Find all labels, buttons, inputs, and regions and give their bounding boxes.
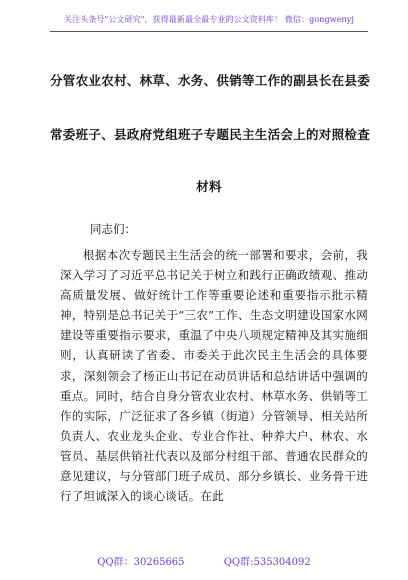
header-divider <box>50 31 368 32</box>
page-footer <box>0 553 408 568</box>
salutation: 同志们： <box>90 222 136 236</box>
body-paragraph: 根据本次专题民主生活会的统一部署和要求，会前，我深入学习了习近平总书记关于树立和践行正确政绩观、推动高质量发展、做好统计工作等重要论述和重要指示批示精神，特别是总书记关于“三农”工作、生态文明建设国家水网建设等重要指示要求，重温了中央八项规定精神及其实施细则，认真研读了省委、市委关于此次民主生活会的具体要求，深刻领会了杨正山书记在动员讲话和总结讲话中强调的重点。同时，结合自身分管农业农村、林草水务、供销等工作的实际，广泛征求了各乡镇（街道）分管领导、相关站所负责人、农业龙头企业、专业合作社、种养大户、林农、水管员、基层供销社代表以及部分村组干部、普通农民群众的意见建议，与分管部门班子成员、部分乡镇长、业务骨干进行了坦诚深入的谈心谈话。在此 <box>60 248 368 504</box>
document-title-line-1: 分管农业农村、林草、水务、供销等工作的副县长在县委 <box>50 73 371 88</box>
document-title-line-2: 常委班子、县政府党组班子专题民主生活会上的对照检查 <box>50 127 371 142</box>
page-header: 关注头条号"公文研究"，获得最新最全最专业的公文资料库！ 微信：gongwenyj <box>64 15 354 24</box>
document-title-line-3: 材料 <box>196 179 222 194</box>
footer-qq-group-1: QQ群：30265665 <box>97 557 185 568</box>
footer-qq-group-2: QQ群:535304092 <box>223 557 311 568</box>
